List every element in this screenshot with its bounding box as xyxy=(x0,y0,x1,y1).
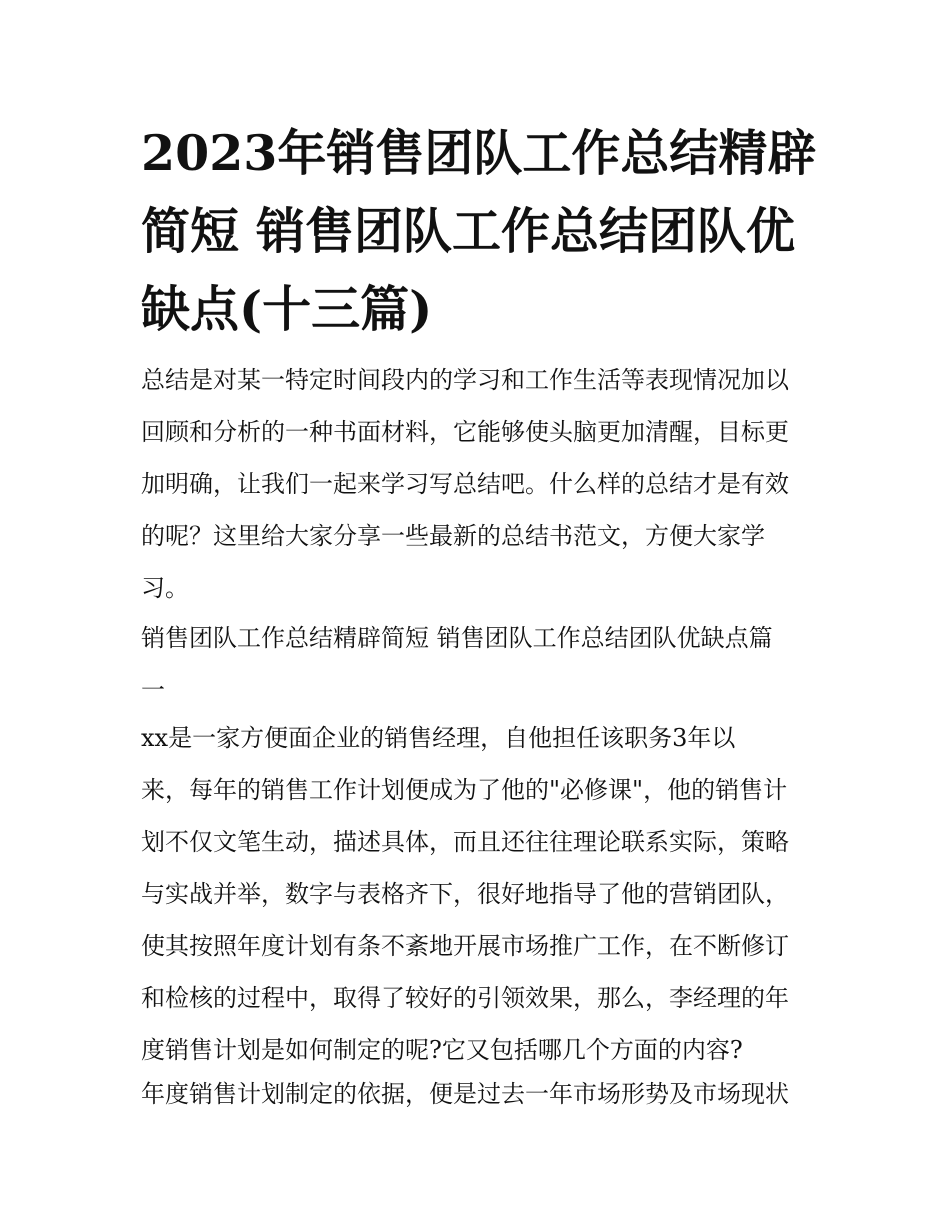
text-line: 年度销售计划制定的依据，便是过去一年市场形势及市场现状 xyxy=(141,1080,789,1108)
body-paragraph xyxy=(141,712,821,1076)
text-line: xx是一家方便面企业的销售经理，自他担任该职务3年以 xyxy=(141,724,736,752)
text-line: 习。 xyxy=(141,574,189,602)
title-line: 2023年销售团队工作总结精辟 xyxy=(141,124,817,182)
body-paragraph xyxy=(141,1068,821,1120)
text-line: 划不仅文笔生动，描述具体，而且还往往理论联系实际，策略 xyxy=(141,828,789,856)
title-line: 缺点(十三篇) xyxy=(141,280,433,338)
section-heading xyxy=(141,612,821,716)
intro-paragraph xyxy=(141,354,821,614)
text-line: 使其按照年度计划有条不紊地开展市场推广工作，在不断修订 xyxy=(141,932,789,960)
text-line: 销售团队工作总结精辟简短 销售团队工作总结团队优缺点篇 xyxy=(141,624,773,652)
text-line: 和检核的过程中，取得了较好的引领效果，那么，李经理的年 xyxy=(141,984,789,1012)
text-line: 回顾和分析的一种书面材料，它能够使头脑更加清醒，目标更 xyxy=(141,418,789,446)
text-line: 一 xyxy=(141,676,165,704)
text-line: 度销售计划是如何制定的呢?它又包括哪几个方面的内容? xyxy=(141,1036,743,1064)
document-title xyxy=(141,114,821,348)
title-line: 简短 销售团队工作总结团队优 xyxy=(141,202,796,260)
text-line: 与实战并举，数字与表格齐下，很好地指导了他的营销团队， xyxy=(141,880,789,908)
text-line: 总结是对某一特定时间段内的学习和工作生活等表现情况加以 xyxy=(141,366,789,394)
text-line: 加明确，让我们一起来学习写总结吧。什么样的总结才是有效 xyxy=(141,470,789,498)
text-line: 来，每年的销售工作计划便成为了他的"必修课"，他的销售计 xyxy=(141,776,788,804)
text-line: 的呢？这里给大家分享一些最新的总结书范文，方便大家学 xyxy=(141,522,765,550)
